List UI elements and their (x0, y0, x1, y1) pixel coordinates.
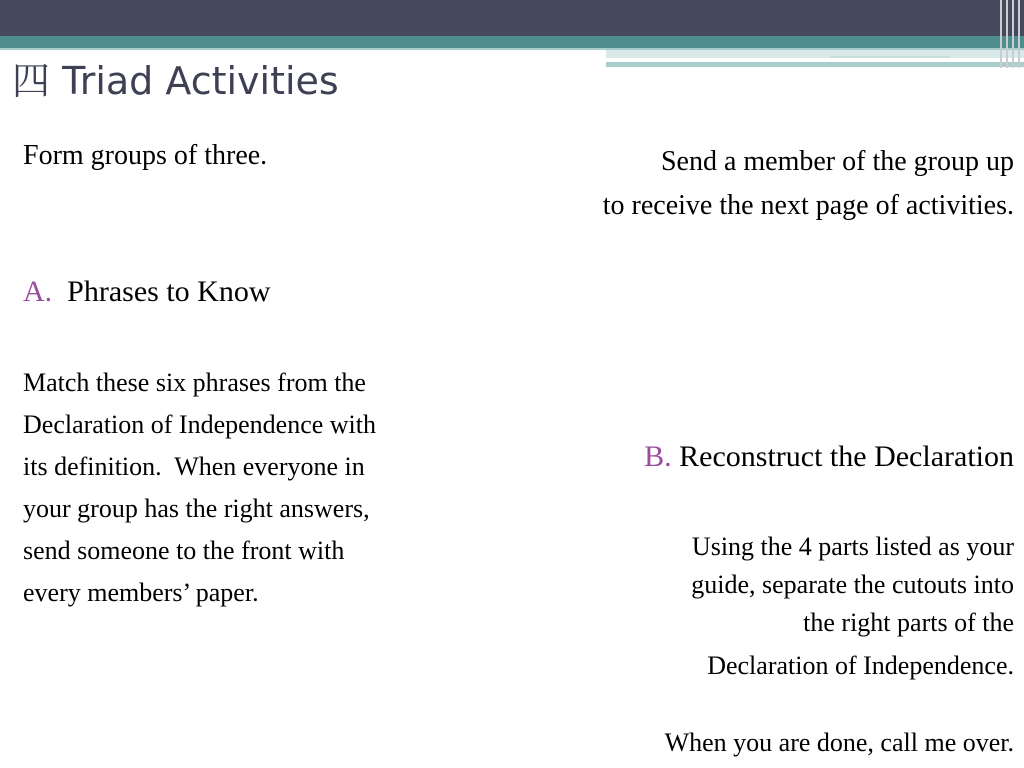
section-b-line: Declaration of Independence. (707, 651, 1014, 680)
section-a-line: its definition. When everyone in (23, 452, 365, 481)
section-b-line: guide, separate the cutouts into (691, 570, 1014, 599)
intro-right-text (454, 140, 1014, 228)
section-b-heading (644, 440, 1014, 474)
section-a-line: Match these six phrases from the (23, 368, 366, 397)
header-accent-line (830, 56, 950, 58)
section-b-final-text: When you are done, call me over. (664, 728, 1014, 757)
section-a-heading (23, 275, 271, 309)
section-a-letter: A. (23, 275, 53, 308)
section-a-title: Phrases to Know (67, 275, 271, 308)
header-bar-dark (0, 0, 1024, 36)
section-a-line: your group has the right answers, (23, 494, 370, 523)
header-accent-bar (606, 50, 1024, 58)
corner-decoration (994, 0, 1024, 68)
section-b-line: Using the 4 parts listed as your (691, 532, 1014, 561)
section-b-letter: B. (644, 440, 672, 473)
slide-title: 四 Triad Activities (12, 59, 339, 103)
section-b-title: Reconstruct the Declaration (679, 440, 1014, 473)
section-a-paragraph (23, 362, 503, 614)
section-a-line: Declaration of Independence with (23, 410, 377, 439)
intro-left-text: Form groups of three. (23, 140, 268, 171)
intro-right-line: Send a member of the group up (660, 146, 1014, 177)
section-a-line: send someone to the front with (23, 536, 345, 565)
section-b-paragraph (544, 528, 1014, 685)
section-b-line: the right parts of the (803, 608, 1014, 637)
header-accent-bar-lower (606, 62, 1024, 67)
intro-right-line: to receive the next page of activities. (602, 190, 1014, 221)
section-a-line: every members’ paper. (23, 578, 259, 607)
header-bar-teal (0, 36, 1024, 48)
